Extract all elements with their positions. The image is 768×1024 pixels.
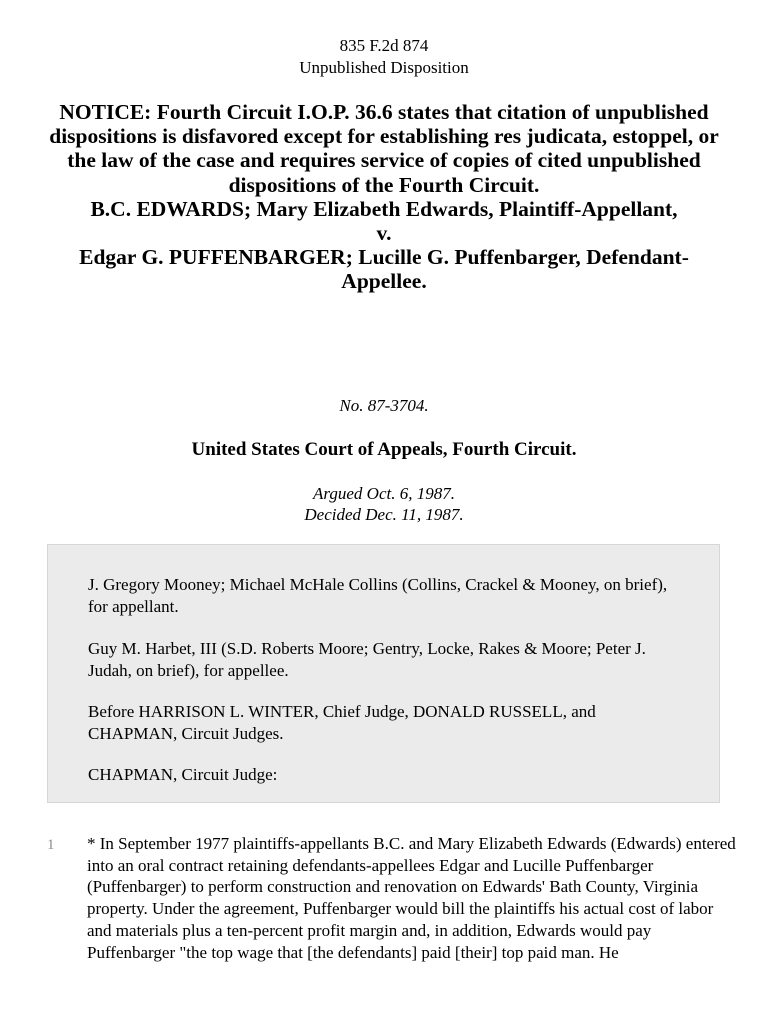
opinion-paragraph: * In September 1977 plaintiffs-appellants B.C. and Mary Elizabeth Edwards (Edwards) entered into an oral contract retaining defendants-appellees Edgar and Lucille Puffenbarger (Puffenbarger) to perform construction and renovation on Edwards' Bath County, Virginia property. Under the agreement, Puffenbarger would bill the plaintiffs his actual cost of labor and materials plus a ten-percent profit margin and, in addition, Edwards would pay Puffenbarger "the top wage that [the defendants] paid [their] top paid man. He — [87, 834, 736, 962]
versus-label: v. — [376, 221, 392, 246]
paragraph-number[interactable]: 1 — [47, 837, 55, 853]
decided-date: Decided Dec. 11, 1987. — [304, 505, 464, 524]
appellant-counsel: J. Gregory Mooney; Michael McHale Collins (Collins, Crackel & Mooney, on brief), for appellant. — [88, 575, 668, 616]
docket-number: No. 87-3704. — [339, 396, 429, 415]
opinion-author: CHAPMAN, Circuit Judge: — [88, 765, 278, 784]
notice-text: NOTICE: Fourth Circuit I.O.P. 36.6 states that citation of unpublished dispositions is disfavored except for establishing res judicata, estoppel, or the law of the case and requires service of copies of cited unpublished dispositions of the Fourth Circuit. — [49, 100, 719, 197]
case-header — [0, 35, 768, 79]
case-title — [40, 100, 728, 294]
plaintiffs-caption: B.C. EDWARDS; Mary Elizabeth Edwards, Plaintiff-Appellant, — [90, 196, 678, 221]
appellee-counsel: Guy M. Harbet, III (S.D. Roberts Moore; Gentry, Locke, Rakes & Moore; Peter J. Judah, on brief), for appellee. — [88, 639, 646, 680]
judges-panel: Before HARRISON L. WINTER, Chief Judge, DONALD RUSSELL, and CHAPMAN, Circuit Judges. — [88, 702, 596, 743]
case-citation: 835 F.2d 874 — [339, 36, 429, 55]
argued-date: Argued Oct. 6, 1987. — [313, 484, 455, 503]
case-dates — [0, 483, 768, 525]
defendants-caption: Edgar G. PUFFENBARGER; Lucille G. Puffenbarger, Defendant-Appellee. — [79, 245, 689, 294]
counsel-panel — [47, 544, 720, 803]
court-name: United States Court of Appeals, Fourth Circuit. — [191, 439, 577, 460]
disposition-label: Unpublished Disposition — [299, 58, 469, 77]
